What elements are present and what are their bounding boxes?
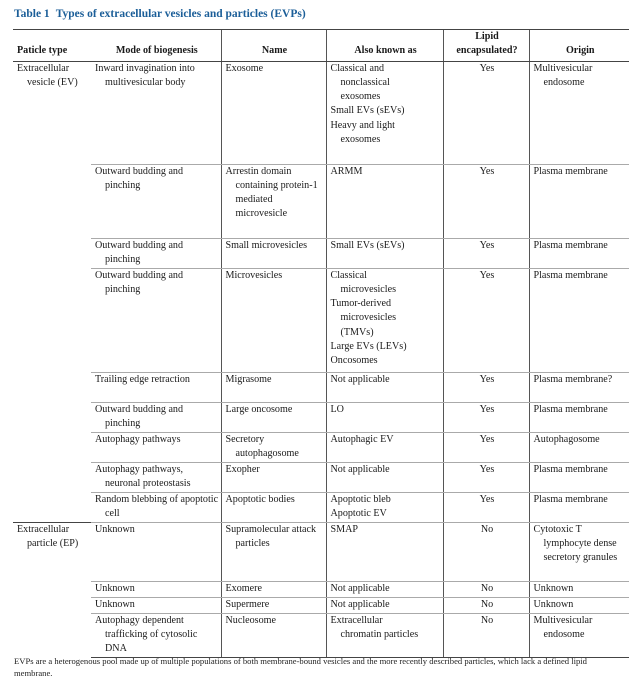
lipid-cell: Yes (443, 238, 529, 268)
lipid-cell: Yes (443, 372, 529, 402)
aka-line: Large EVs (LEVs) (330, 341, 407, 353)
name-cell: Migrasome (221, 372, 326, 402)
origin-cell: Plasma membrane (529, 492, 629, 522)
aka-line: Apoptotic EV (330, 507, 387, 519)
aka-line: Not applicable (330, 582, 390, 594)
table-row (13, 164, 629, 238)
mode-cell: Outward budding and pinching (91, 402, 221, 432)
lipid-cell: No (443, 613, 529, 657)
aka-cell (326, 462, 443, 492)
table-number: Table 1 (14, 8, 50, 20)
name-cell: Exosome (221, 61, 326, 164)
name-cell: Exomere (221, 581, 326, 597)
aka-cell (326, 432, 443, 462)
aka-line: Heavy and light (330, 119, 395, 131)
aka-line: Classical and (330, 62, 385, 74)
lipid-cell: Yes (443, 462, 529, 492)
lipid-cell: No (443, 581, 529, 597)
name-cell: Supermere (221, 597, 326, 613)
origin-cell: Cytotoxic T lymphocyte dense secretory granules (529, 522, 629, 581)
aka-line: exosomes (340, 91, 381, 103)
header-particle-type: Paticle type (13, 30, 91, 62)
particle-type-cell: Extracellular particle (EP) (17, 523, 79, 549)
table-row (13, 402, 629, 432)
aka-cell (326, 238, 443, 268)
aka-line: Not applicable (330, 373, 390, 385)
name-cell: Apoptotic bodies (221, 492, 326, 522)
aka-line: LO (330, 403, 344, 415)
lipid-cell: Yes (443, 61, 529, 164)
table-row (13, 462, 629, 492)
origin-cell: Multivesicular endosome (529, 613, 629, 657)
table-row (13, 597, 629, 613)
lipid-cell: Yes (443, 164, 529, 238)
mode-cell: Inward invagination into multivesicular body (91, 61, 221, 164)
aka-line: Classical (330, 269, 367, 281)
name-cell: Exopher (221, 462, 326, 492)
mode-cell: Outward budding and pinching (91, 268, 221, 372)
aka-cell (326, 492, 443, 522)
name-cell: Nucleosome (221, 613, 326, 657)
aka-cell (326, 522, 443, 581)
aka-cell (326, 613, 443, 657)
origin-cell: Plasma membrane (529, 402, 629, 432)
aka-line: Apoptotic bleb (330, 493, 391, 505)
name-cell: Large oncosome (221, 402, 326, 432)
aka-line: SMAP (330, 523, 358, 535)
aka-line: Not applicable (330, 463, 390, 475)
table-row (13, 492, 629, 522)
aka-cell (326, 61, 443, 164)
evp-table (13, 29, 629, 658)
table-row (13, 613, 629, 657)
aka-line: Extracellular (330, 614, 383, 626)
mode-cell: Unknown (91, 522, 221, 581)
lipid-cell: Yes (443, 402, 529, 432)
name-cell: Microvesicles (221, 268, 326, 372)
aka-line: microvesicles (340, 312, 396, 324)
aka-line: nonclassical (340, 76, 390, 88)
aka-line: Autophagic EV (330, 433, 394, 445)
table-row (13, 238, 629, 268)
origin-cell: Unknown (529, 597, 629, 613)
header-row (13, 30, 629, 62)
aka-cell (326, 164, 443, 238)
mode-cell: Autophagy dependent trafficking of cytosolic DNA (91, 613, 221, 657)
table-row (13, 581, 629, 597)
header-origin: Origin (529, 30, 629, 62)
particle-type-cell: Extracellular vesicle (EV) (13, 61, 91, 522)
header-name: Name (221, 30, 326, 62)
aka-line: exosomes (340, 134, 381, 146)
mode-cell: Autophagy pathways (91, 432, 221, 462)
name-cell: Secretory autophagosome (221, 432, 326, 462)
lipid-cell: Yes (443, 492, 529, 522)
aka-cell (326, 372, 443, 402)
origin-cell: Plasma membrane (529, 238, 629, 268)
aka-cell (326, 268, 443, 372)
lipid-cell: No (443, 522, 529, 581)
mode-cell: Random blebbing of apoptotic cell (91, 492, 221, 522)
table-row (13, 432, 629, 462)
table-body (13, 61, 629, 657)
name-cell: Supramolecular attack particles (221, 522, 326, 581)
aka-cell (326, 581, 443, 597)
origin-cell: Plasma membrane? (529, 372, 629, 402)
table-caption (14, 8, 306, 20)
header-aka: Also known as (326, 30, 443, 62)
mode-cell: Outward budding and pinching (91, 164, 221, 238)
mode-cell: Unknown (91, 597, 221, 613)
origin-cell: Plasma membrane (529, 268, 629, 372)
aka-cell (326, 597, 443, 613)
aka-line: Not applicable (330, 598, 390, 610)
mode-cell: Autophagy pathways, neuronal proteostasis (91, 462, 221, 492)
origin-cell: Unknown (529, 581, 629, 597)
mode-cell: Outward budding and pinching (91, 238, 221, 268)
aka-line: microvesicles (340, 283, 396, 295)
aka-cell (326, 402, 443, 432)
lipid-cell: Yes (443, 432, 529, 462)
lipid-cell: No (443, 597, 529, 613)
origin-cell: Plasma membrane (529, 462, 629, 492)
aka-line: Small EVs (sEVs) (330, 239, 405, 251)
lipid-cell: Yes (443, 268, 529, 372)
table-row (13, 522, 629, 581)
origin-cell: Autophagosome (529, 432, 629, 462)
aka-line: chromatin particles (340, 628, 419, 640)
mode-cell: Trailing edge retraction (91, 372, 221, 402)
table-title: Types of extracellular vesicles and particles (EVPs) (55, 8, 306, 20)
aka-line: Oncosomes (330, 355, 378, 367)
mode-cell: Unknown (91, 581, 221, 597)
table-row (13, 372, 629, 402)
table-row (13, 61, 629, 164)
origin-cell: Multivesicular endosome (529, 61, 629, 164)
table-row (13, 268, 629, 372)
aka-line: (TMVs) (340, 326, 374, 338)
aka-line: Small EVs (sEVs) (330, 105, 405, 117)
aka-line: ARMM (330, 165, 363, 177)
table-footnote: EVPs are a heterogenous pool made up of multiple populations of both membrane-bound vesicles and the more recently described particles, which lack a defined lipid membrane. (14, 656, 587, 678)
header-lipid: Lipid encapsulated? (443, 30, 529, 62)
aka-line: Tumor-derived (330, 298, 392, 310)
origin-cell: Plasma membrane (529, 164, 629, 238)
header-mode: Mode of biogenesis (91, 30, 221, 62)
name-cell: Arrestin domain containing protein-1 mediated microvesicle (221, 164, 326, 238)
name-cell: Small microvesicles (221, 238, 326, 268)
